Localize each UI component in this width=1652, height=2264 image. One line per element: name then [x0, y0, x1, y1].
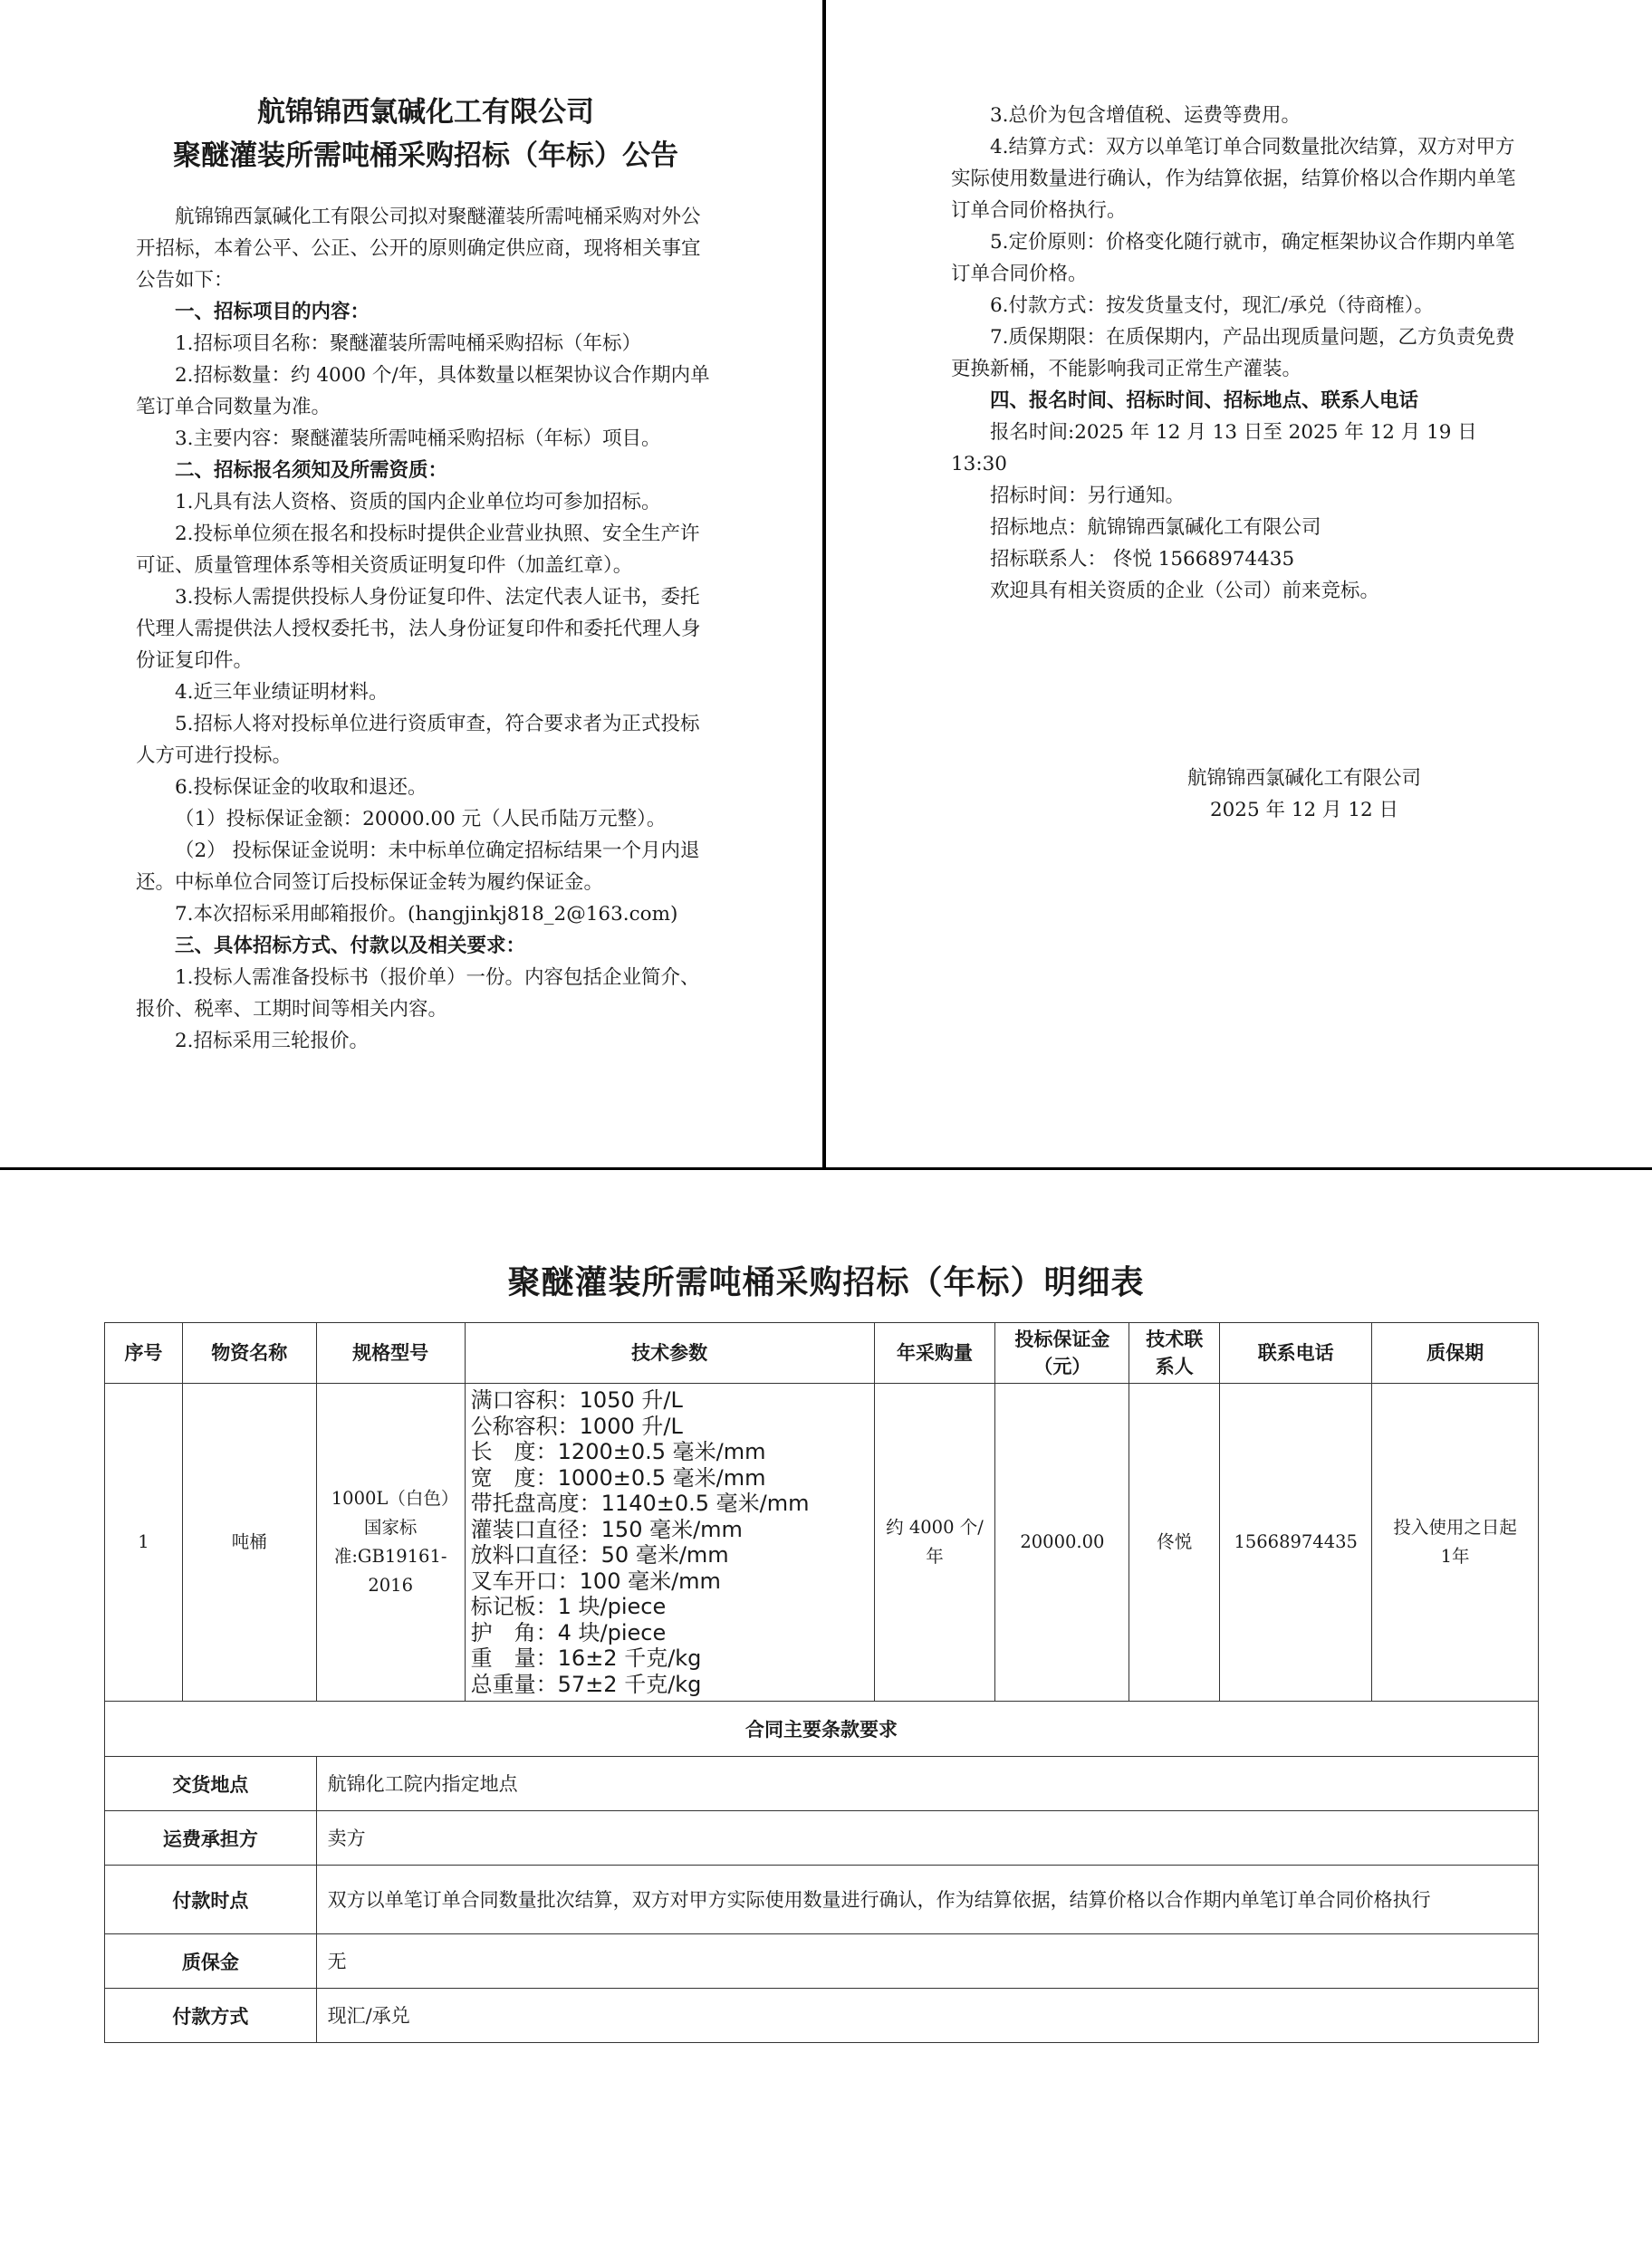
paragraph: 3.总价为包含增值税、运费等费用。: [990, 104, 1301, 127]
paragraph: 2.招标数量：约 4000 个/年，具体数量以框架协议合作期内单笔订单合同数量为准。: [136, 364, 710, 418]
terms-body: [105, 1757, 1539, 2043]
terms-value: 双方以单笔订单合同数量批次结算，双方对甲方实际使用数量进行确认，作为结算依据，结算价格以合作期内单笔订单合同价格执行: [316, 1866, 1538, 1934]
notice-title: 聚醚灌装所需吨桶采购招标（年标）公告: [173, 139, 678, 172]
paragraph: 1.招标项目名称：聚醚灌装所需吨桶采购招标（年标）: [175, 332, 642, 355]
paragraph: 招标时间：另行通知。: [990, 484, 1186, 507]
cell-no: 1: [105, 1384, 183, 1702]
paragraph: 2.招标采用三轮报价。: [175, 1030, 370, 1052]
header-deposit: 投标保证金（元）: [995, 1323, 1129, 1384]
paragraph: 6.投标保证金的收取和退还。: [175, 776, 427, 799]
header-tech: 技术参数: [465, 1323, 874, 1384]
tech-param: 满口容积：1050 升/L: [470, 1387, 683, 1413]
signature-company: 航锦锦西氯碱化工有限公司: [1186, 767, 1421, 790]
header-phone: 联系电话: [1220, 1323, 1372, 1384]
paragraph: 招标联系人： 佟悦 15668974435: [990, 548, 1295, 571]
header-warranty: 质保期: [1372, 1323, 1539, 1384]
terms-row: [105, 1811, 1539, 1866]
paragraph: 6.付款方式：按发货量支付，现汇/承兑（待商榷）。: [990, 294, 1435, 317]
terms-value: 卖方: [316, 1811, 1538, 1866]
paragraph: 欢迎具有相关资质的企业（公司）前来竞标。: [990, 580, 1380, 602]
terms-label: 运费承担方: [105, 1811, 317, 1866]
page-divider-horizontal: [0, 1167, 1652, 1170]
cell-phone: 15668974435: [1220, 1384, 1372, 1702]
header-contact: 技术联系人: [1129, 1323, 1220, 1384]
paragraph: 报名时间:2025 年 12 月 13 日至 2025 年 12 月 19 日 13:30: [951, 421, 1477, 475]
table-row: [105, 1384, 1539, 1702]
tech-param: 重 量：16±2 千克/kg: [470, 1645, 702, 1671]
tech-param: 带托盘高度：1140±0.5 毫米/mm: [470, 1491, 810, 1516]
terms-row: [105, 1866, 1539, 1934]
terms-value: 无: [316, 1934, 1538, 1989]
tech-param: 放料口直径：50 毫米/mm: [470, 1542, 729, 1568]
cell-qty: 约 4000 个/年: [874, 1384, 995, 1702]
paragraph: 3.投标人需提供投标人身份证复印件、法定代表人证书，委托代理人需提供法人授权委托书，法人身份证复印件和委托代理人身份证复印件。: [136, 586, 701, 672]
terms-row: [105, 1989, 1539, 2043]
terms-value: 现汇/承兑: [316, 1989, 1538, 2043]
paragraph: 7.质保期限：在质保期内，产品出现质量问题，乙方负责免费更换新桶，不能影响我司正常生产灌装。: [951, 326, 1515, 380]
detail-title: 聚醚灌装所需吨桶采购招标（年标）明细表: [507, 1264, 1145, 1301]
tech-param: 公称容积：1000 升/L: [470, 1413, 683, 1439]
paragraph: 2.投标单位须在报名和投标时提供企业营业执照、安全生产许可证、质量管理体系等相关资质证明复印件（加盖红章）。: [136, 523, 700, 577]
tech-param: 护 角：4 块/piece: [470, 1619, 667, 1645]
terms-header-row: [105, 1702, 1539, 1757]
tech-param: 长 度：1200±0.5 毫米/mm: [470, 1439, 766, 1464]
header-qty: 年采购量: [874, 1323, 995, 1384]
notice-right-column: [951, 100, 1531, 607]
terms-label: 付款方式: [105, 1989, 317, 2043]
tech-param: 宽 度：1000±0.5 毫米/mm: [470, 1464, 766, 1491]
notice-body-right: [951, 100, 1531, 607]
terms-header: 合同主要条款要求: [105, 1702, 1539, 1757]
cell-tech: [465, 1384, 874, 1702]
cell-contact: 佟悦: [1129, 1384, 1220, 1702]
paragraph: 1.投标人需准备投标书（报价单）一份。内容包括企业简介、报价、税率、工期时间等相关内容。: [136, 966, 700, 1021]
paragraph: 5.招标人将对投标单位进行资质审查，符合要求者为正式投标人方可进行投标。: [136, 713, 700, 767]
signature-block: [1132, 763, 1476, 826]
notice-left-column: [136, 91, 716, 1057]
notice-title-block: [118, 91, 734, 177]
page-divider-vertical: [822, 0, 826, 1168]
notice-body-left: [136, 201, 716, 1057]
paragraph: 4.结算方式：双方以单笔订单合同数量批次结算，双方对甲方实际使用数量进行确认，作为结算依据，结算价格以合作期内单笔订单合同价格执行。: [951, 136, 1516, 222]
terms-row: [105, 1934, 1539, 1989]
cell-warranty: 投入使用之日起1年: [1372, 1384, 1539, 1702]
terms-label: 质保金: [105, 1934, 317, 1989]
paragraph: 3.主要内容：聚醚灌装所需吨桶采购招标（年标）项目。: [175, 427, 661, 450]
tech-param: 标记板：1 块/piece: [470, 1594, 667, 1619]
paragraph: 航锦锦西氯碱化工有限公司拟对聚醚灌装所需吨桶采购对外公开招标，本着公平、公正、公开的原则确定供应商，现将相关事宜公告如下：: [136, 206, 701, 292]
section-heading: 三、具体招标方式、付款以及相关要求：: [175, 935, 526, 957]
paragraph: 招标地点：航锦锦西氯碱化工有限公司: [990, 516, 1321, 539]
terms-value: 航锦化工院内指定地点: [316, 1757, 1538, 1811]
terms-label: 交货地点: [105, 1757, 317, 1811]
header-spec: 规格型号: [316, 1323, 465, 1384]
paragraph: 7.本次招标采用邮箱报价。(hangjinkj818_2@163.com): [175, 903, 678, 926]
cell-deposit: 20000.00: [995, 1384, 1129, 1702]
company-name: 航锦锦西氯碱化工有限公司: [257, 96, 594, 129]
paragraph: 4.近三年业绩证明材料。: [175, 681, 389, 704]
header-name: 物资名称: [182, 1323, 316, 1384]
header-no: 序号: [105, 1323, 183, 1384]
paragraph: 5.定价原则：价格变化随行就市，确定框架协议合作期内单笔订单合同价格。: [951, 231, 1515, 285]
detail-table: [104, 1322, 1539, 2043]
paragraph: （1）投标保证金额：20000.00 元（人民币陆万元整）。: [175, 808, 667, 830]
tech-param: 叉车开口：100 毫米/mm: [470, 1568, 721, 1594]
section-heading: 一、招标项目的内容：: [175, 301, 370, 323]
signature-date: 2025 年 12 月 12 日: [1209, 799, 1399, 821]
tech-param: 总重量：57±2 千克/kg: [470, 1671, 702, 1697]
terms-row: [105, 1757, 1539, 1811]
detail-header-row: [105, 1323, 1539, 1384]
tech-param: 灌装口直径：150 毫米/mm: [470, 1516, 743, 1542]
section-heading: 二、招标报名须知及所需资质：: [175, 459, 448, 482]
cell-name: 吨桶: [182, 1384, 316, 1702]
section-heading: 四、报名时间、招标时间、招标地点、联系人电话: [990, 389, 1419, 412]
paragraph: （2） 投标保证金说明：未中标单位确定招标结果一个月内退还。中标单位合同签订后投标保证金转为履约保证金。: [136, 839, 700, 894]
paragraph: 1.凡具有法人资格、资质的国内企业单位均可参加招标。: [175, 491, 661, 513]
terms-label: 付款时点: [105, 1866, 317, 1934]
cell-spec: 1000L（白色）国家标准:GB19161-2016: [316, 1384, 465, 1702]
